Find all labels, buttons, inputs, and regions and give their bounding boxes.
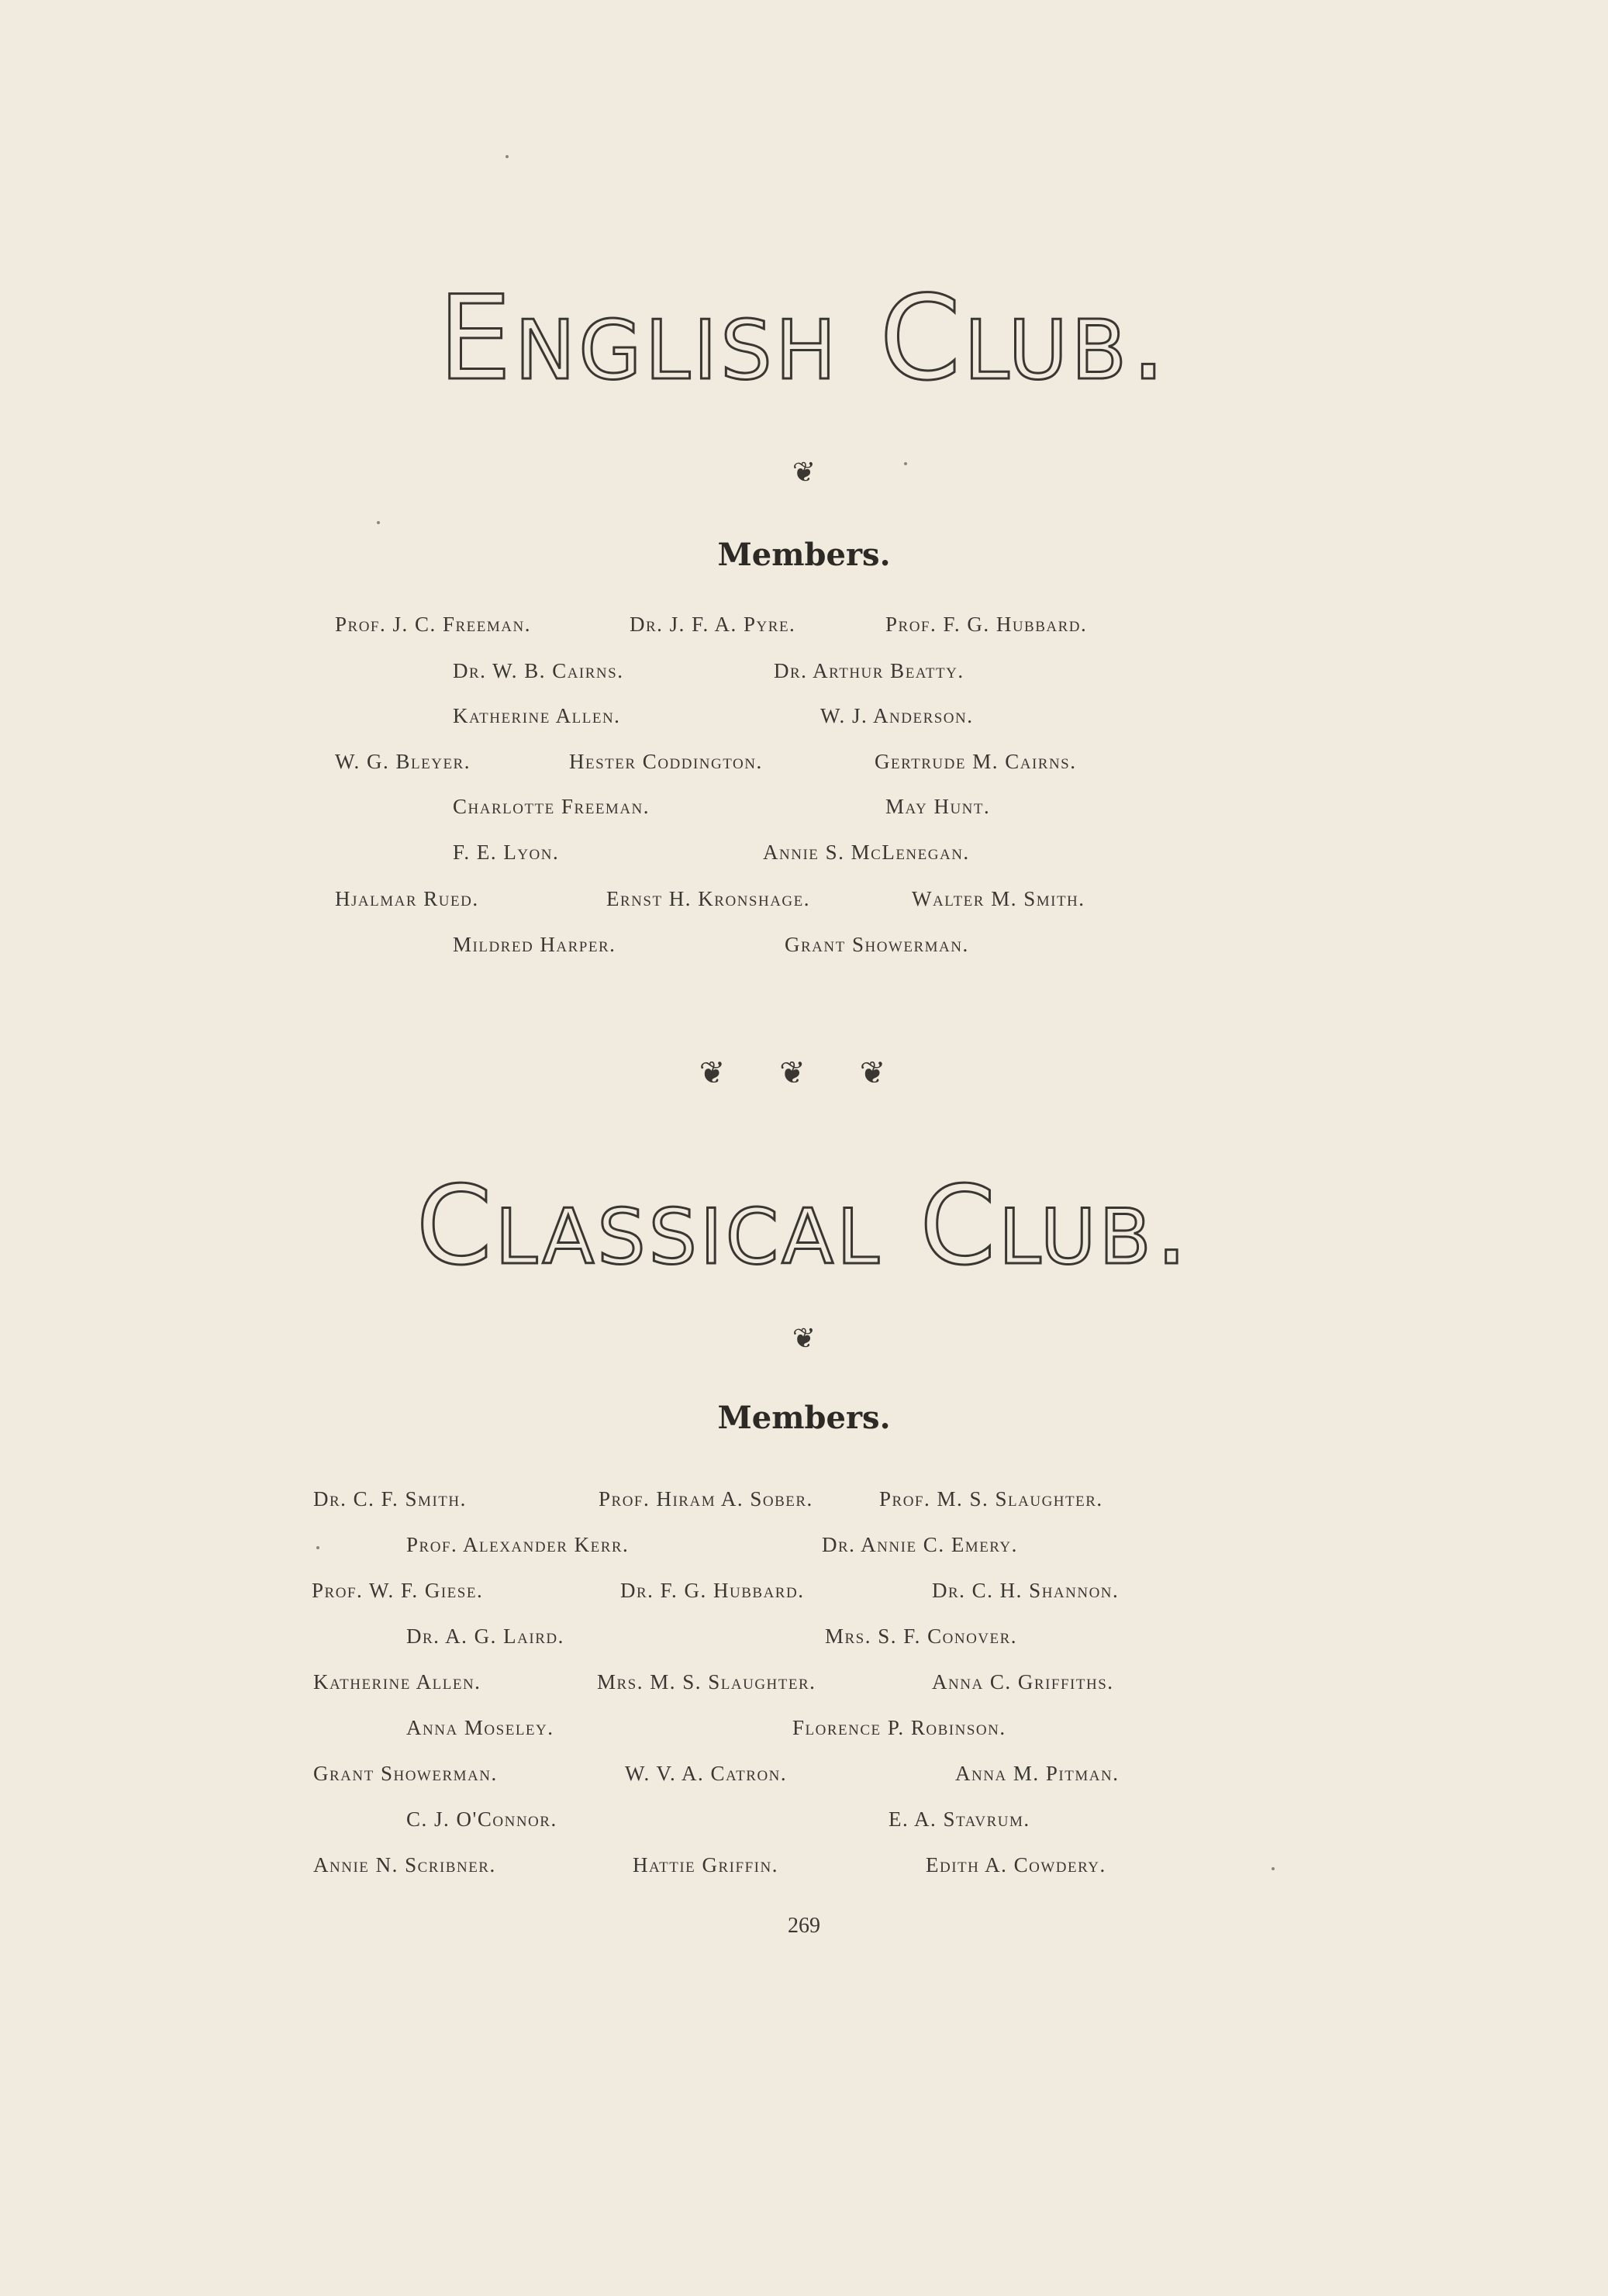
- member-name: Walter M. Smith.: [912, 887, 1085, 910]
- member-name: Prof. M. S. Slaughter.: [879, 1487, 1103, 1511]
- member-name: Annie N. Scribner.: [313, 1853, 496, 1877]
- english-club-title: English Club.: [437, 271, 1170, 406]
- member-name: Grant Showerman.: [785, 933, 969, 956]
- member-name: Ernst H. Kronshage.: [606, 887, 811, 910]
- member-name: Dr. C. F. Smith.: [313, 1487, 467, 1511]
- member-name: Prof. F. G. Hubbard.: [885, 613, 1088, 636]
- member-name: Mildred Harper.: [453, 933, 616, 956]
- member-name: Florence P. Robinson.: [792, 1716, 1006, 1739]
- triple-leaf-divider-icon: ❦ ❦ ❦: [699, 1055, 909, 1090]
- classical-members-heading: Members.: [717, 1400, 891, 1436]
- member-name: Dr. Annie C. Emery.: [822, 1533, 1018, 1556]
- paper-speck: [506, 155, 509, 158]
- member-name: Anna C. Griffiths.: [932, 1670, 1114, 1694]
- member-name: Dr. Arthur Beatty.: [774, 659, 964, 682]
- member-name: Anna Moseley.: [406, 1716, 554, 1739]
- leaf-ornament-icon: ❦: [792, 457, 816, 488]
- member-name: W. J. Anderson.: [820, 704, 974, 727]
- paper-speck: [1272, 1867, 1275, 1870]
- member-name: C. J. O'Connor.: [406, 1807, 557, 1831]
- member-name: Dr. F. G. Hubbard.: [620, 1579, 805, 1602]
- member-name: Grant Showerman.: [313, 1762, 498, 1785]
- member-name: Prof. W. F. Giese.: [312, 1579, 484, 1602]
- member-name: Charlotte Freeman.: [453, 795, 650, 818]
- member-name: F. E. Lyon.: [453, 841, 560, 864]
- member-name: W. V. A. Catron.: [625, 1762, 788, 1785]
- member-name: Prof. J. C. Freeman.: [335, 613, 531, 636]
- classical-club-title: Classical Club.: [416, 1163, 1192, 1290]
- member-name: Katherine Allen.: [453, 704, 621, 727]
- member-name: Dr. A. G. Laird.: [406, 1624, 564, 1648]
- paper-speck: [904, 462, 907, 465]
- member-name: Annie S. McLenegan.: [763, 841, 970, 864]
- member-name: Katherine Allen.: [313, 1670, 481, 1694]
- member-name: Prof. Alexander Kerr.: [406, 1533, 630, 1556]
- member-name: Mrs. M. S. Slaughter.: [597, 1670, 816, 1694]
- paper-speck: [377, 521, 380, 524]
- member-name: Hattie Griffin.: [633, 1853, 778, 1877]
- paper-speck: [316, 1546, 319, 1549]
- member-name: Gertrude M. Cairns.: [875, 750, 1077, 773]
- member-name: Prof. Hiram A. Sober.: [599, 1487, 813, 1511]
- member-name: Dr. J. F. A. Pyre.: [630, 613, 796, 636]
- member-name: Edith A. Cowdery.: [926, 1853, 1106, 1877]
- member-name: W. G. Bleyer.: [335, 750, 471, 773]
- member-name: Hester Coddington.: [569, 750, 763, 773]
- page-number: 269: [788, 1914, 820, 1938]
- member-name: Anna M. Pitman.: [955, 1762, 1120, 1785]
- member-name: Hjalmar Rued.: [335, 887, 479, 910]
- member-name: E. A. Stavrum.: [889, 1807, 1030, 1831]
- member-name: Mrs. S. F. Conover.: [825, 1624, 1018, 1648]
- leaf-ornament-icon: ❦: [792, 1323, 816, 1354]
- member-name: Dr. W. B. Cairns.: [453, 659, 624, 682]
- english-members-heading: Members.: [717, 537, 891, 573]
- member-name: May Hunt.: [885, 795, 991, 818]
- member-name: Dr. C. H. Shannon.: [932, 1579, 1120, 1602]
